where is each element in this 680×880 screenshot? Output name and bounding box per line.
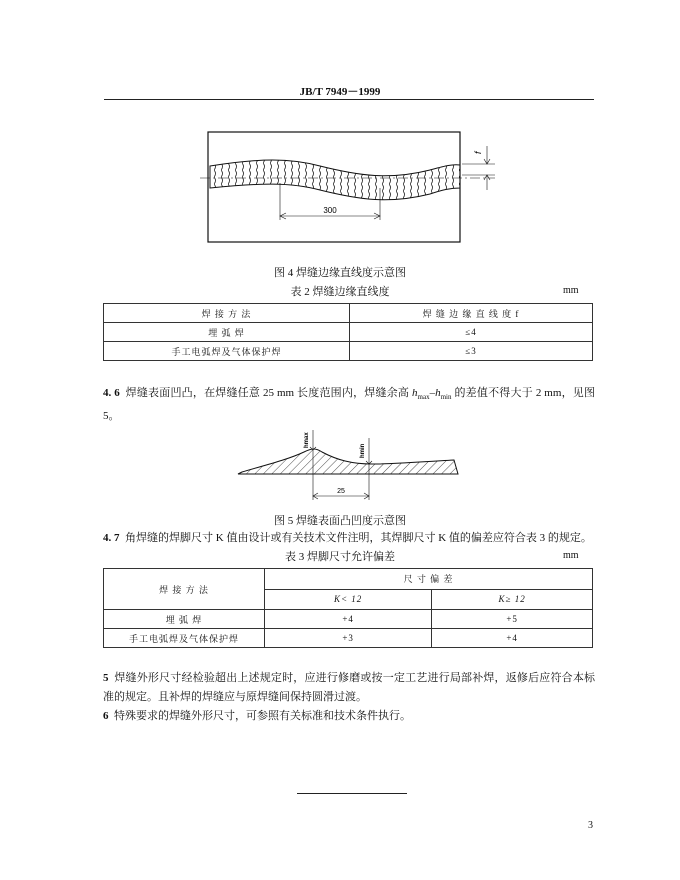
clause-text: 特殊要求的焊缝外形尺寸，可参照有关标准和技术条件执行。 <box>114 710 411 722</box>
clause-number: 4. 7 <box>103 532 120 544</box>
fig5-dimension: 25 <box>337 488 345 495</box>
header-rule <box>104 99 594 100</box>
figure-4-weld-edge-straightness <box>200 128 500 248</box>
paragraph-6 <box>103 707 595 726</box>
table-row <box>104 569 593 590</box>
table-2-unit: mm <box>563 285 579 296</box>
clause-text: 的差值不得大于 2 mm，见图 5。 <box>103 387 596 423</box>
figure-4-caption: 图 4 焊缝边缘直线度示意图 <box>274 267 406 279</box>
table-row <box>104 342 593 361</box>
table-header-cell: 焊 接 方 法 <box>104 304 350 323</box>
table-cell: +4 <box>432 629 593 648</box>
figure-5-weld-surface-profile <box>232 420 472 510</box>
paragraph-5 <box>103 669 595 707</box>
table-cell: +5 <box>432 610 593 629</box>
dash: – <box>429 387 436 399</box>
table-cell: 埋 弧 焊 <box>104 610 265 629</box>
end-rule <box>297 793 407 794</box>
table-header-cell: K≥ 12 <box>432 589 593 610</box>
table-2-title: 表 2 焊缝边缘直线度 <box>290 286 390 298</box>
table-3-unit: mm <box>563 550 579 561</box>
weld-bead <box>210 160 460 200</box>
fig4-symbol: f <box>473 151 483 154</box>
table-header-cell: K< 12 <box>265 589 432 610</box>
figure-5-caption: 图 5 焊缝表面凸凹度示意图 <box>274 515 406 527</box>
table-cell: 埋 弧 焊 <box>104 323 350 342</box>
table-row <box>104 304 593 323</box>
page-number: 3 <box>588 820 593 831</box>
table-row <box>104 629 593 648</box>
table-row <box>104 323 593 342</box>
label-hmin: hmin <box>360 443 366 458</box>
document-header: JB/T 7949－1999 <box>299 86 381 98</box>
fig4-dimension: 300 <box>323 206 337 215</box>
subscript-max: max <box>417 393 430 402</box>
table-cell: 手工电弧焊及气体保护焊 <box>104 629 265 648</box>
table-row <box>104 610 593 629</box>
table-2 <box>103 303 593 361</box>
paragraph-4-7 <box>103 529 595 548</box>
table-3 <box>103 568 593 648</box>
clause-text: 焊缝表面凹凸，在焊缝任意 25 mm 长度范围内，焊缝余高 <box>125 387 413 399</box>
clause-number: 5 <box>103 672 109 684</box>
table-header-cell: 焊 缝 边 缘 直 线 度 f <box>350 304 593 323</box>
clause-number: 4. 6 <box>103 387 120 399</box>
table-header-cell: 尺 寸 偏 差 <box>265 569 593 590</box>
weld-profile <box>238 449 458 474</box>
symbol-h: h <box>412 387 418 399</box>
clause-text: 焊缝外形尺寸经检验超出上述规定时，应进行修磨或按一定工艺进行局部补焊，返修后应符合本标准的规定。且补焊的焊缝应与原焊缝间保持圆滑过渡。 <box>103 672 596 703</box>
label-hmax: hmax <box>304 432 310 448</box>
table-3-title: 表 3 焊脚尺寸允许偏差 <box>285 551 395 563</box>
table-header-cell: 焊 接 方 法 <box>104 569 265 610</box>
clause-text: 角焊缝的焊脚尺寸 K 值由设计或有关技术文件注明，其焊脚尺寸 K 值的偏差应符合表 3 的规定。 <box>125 532 592 544</box>
clause-number: 6 <box>103 710 109 722</box>
table-cell: +3 <box>265 629 432 648</box>
table-cell: ≤4 <box>350 323 593 342</box>
table-cell: 手工电弧焊及气体保护焊 <box>104 342 350 361</box>
table-cell: ≤3 <box>350 342 593 361</box>
subscript-min: min <box>440 393 452 402</box>
table-cell: +4 <box>265 610 432 629</box>
symbol-h: h <box>435 387 441 399</box>
